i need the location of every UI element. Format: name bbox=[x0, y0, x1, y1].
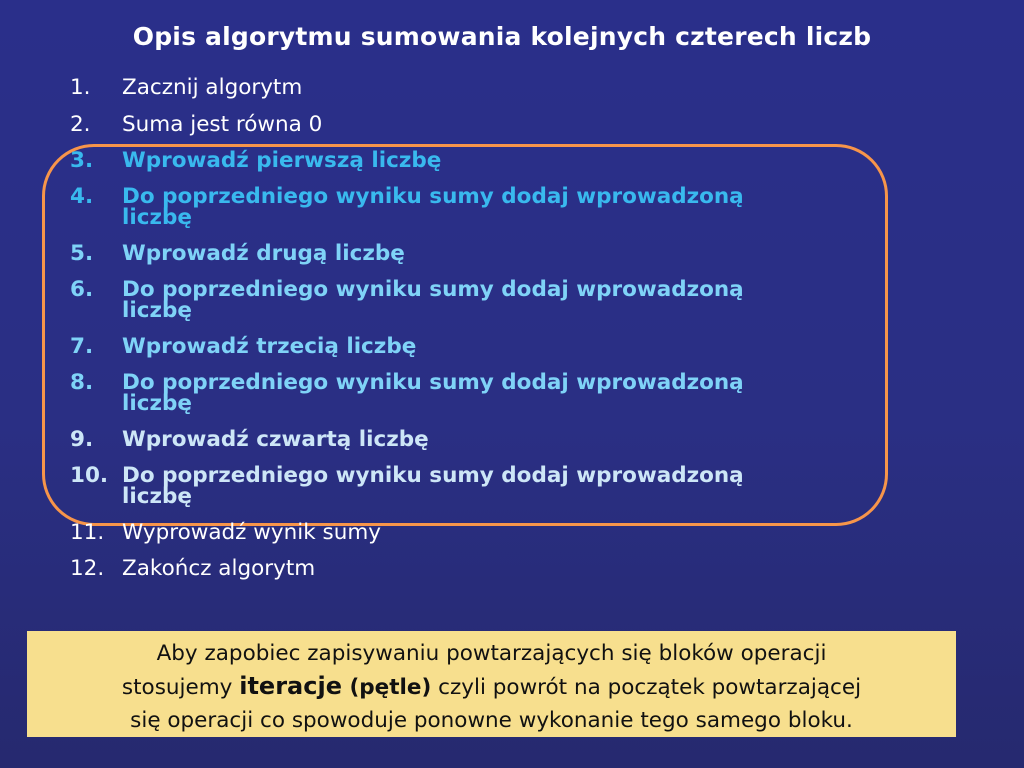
step-number: 7. bbox=[70, 334, 94, 359]
step-item bbox=[70, 429, 890, 450]
note-keyword-iteration: iteracje bbox=[239, 672, 342, 700]
note-keyword-loop: (pętle) bbox=[341, 675, 432, 700]
step-item bbox=[70, 77, 890, 98]
step-text: Wprowadź drugą liczbę bbox=[122, 241, 405, 266]
step-text: Zakończ algorytm bbox=[122, 556, 316, 581]
step-number: 10. bbox=[70, 463, 109, 488]
note-line-2-end: czyli powrót na początek powtarzającej bbox=[431, 675, 862, 700]
step-item bbox=[70, 150, 890, 171]
step-item bbox=[70, 372, 890, 414]
step-text: Wprowadź trzecią liczbę bbox=[122, 334, 417, 359]
note-line-3: się operacji co spowoduje ponowne wykonanie tego samego bloku. bbox=[130, 708, 853, 733]
step-item bbox=[70, 114, 890, 135]
step-text: Suma jest równa 0 bbox=[122, 112, 323, 137]
step-item bbox=[70, 186, 890, 228]
step-item bbox=[70, 465, 890, 507]
step-item bbox=[70, 558, 890, 579]
step-text: Do poprzedniego wyniku sumy dodaj wprowadzoną bbox=[122, 463, 744, 488]
algorithm-steps-list bbox=[70, 73, 890, 579]
note-line-2 bbox=[27, 670, 956, 704]
step-number: 3. bbox=[70, 148, 94, 173]
step-item bbox=[70, 336, 890, 357]
step-text: Do poprzedniego wyniku sumy dodaj wprowadzoną bbox=[122, 184, 744, 209]
step-item bbox=[70, 243, 890, 264]
note-line-1: Aby zapobiec zapisywaniu powtarzających się bloków operacji bbox=[156, 641, 827, 666]
step-text: Wprowadź pierwszą liczbę bbox=[122, 148, 442, 173]
step-text-continued: liczbę bbox=[122, 484, 192, 509]
step-text: Wyprowadź wynik sumy bbox=[122, 520, 381, 545]
step-number: 1. bbox=[70, 75, 91, 100]
step-number: 5. bbox=[70, 241, 94, 266]
step-number: 6. bbox=[70, 277, 94, 302]
step-text: Zacznij algorytm bbox=[122, 75, 303, 100]
step-item bbox=[70, 522, 890, 543]
note-line-2-start: stosujemy bbox=[121, 675, 240, 700]
step-number: 8. bbox=[70, 370, 94, 395]
step-text: Do poprzedniego wyniku sumy dodaj wprowadzoną bbox=[122, 370, 744, 395]
step-text: Wprowadź czwartą liczbę bbox=[122, 427, 429, 452]
iteration-note-box bbox=[27, 631, 956, 737]
step-item bbox=[70, 279, 890, 321]
step-number: 4. bbox=[70, 184, 94, 209]
step-number: 11. bbox=[70, 520, 105, 545]
step-number: 2. bbox=[70, 112, 91, 137]
step-text: Do poprzedniego wyniku sumy dodaj wprowadzoną bbox=[122, 277, 744, 302]
slide-title: Opis algorytmu sumowania kolejnych czterech liczb bbox=[132, 22, 872, 51]
step-number: 9. bbox=[70, 427, 94, 452]
step-text-continued: liczbę bbox=[122, 391, 192, 416]
step-text-continued: liczbę bbox=[122, 205, 192, 230]
step-text-continued: liczbę bbox=[122, 298, 192, 323]
step-number: 12. bbox=[70, 556, 105, 581]
